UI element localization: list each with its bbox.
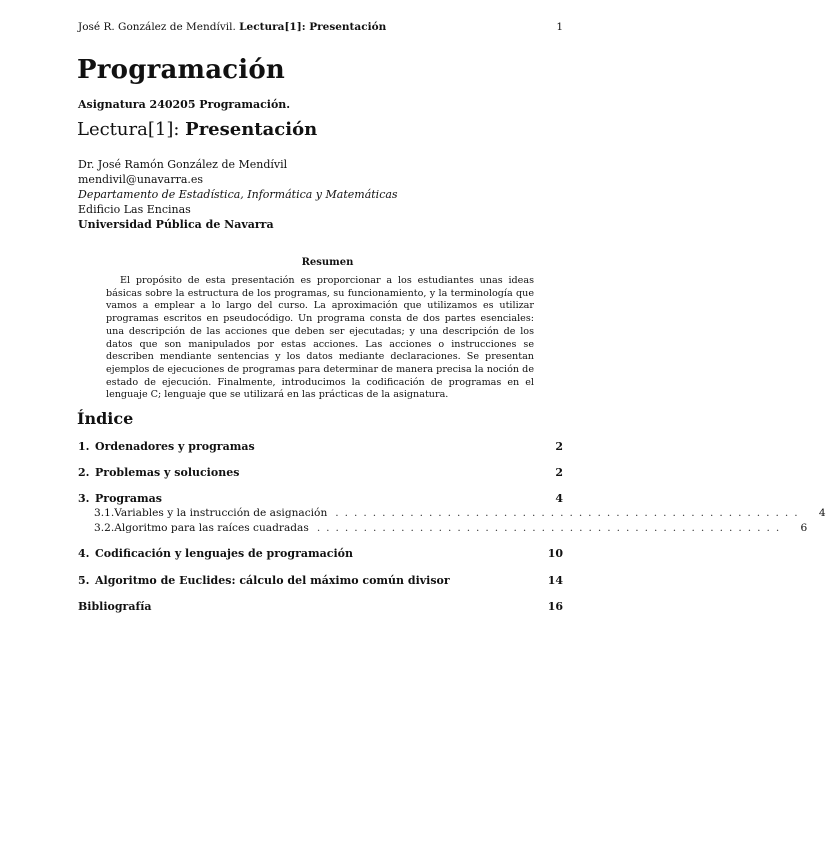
toc-title: Índice xyxy=(77,409,134,428)
header-lecture: Lectura[1]: Presentación xyxy=(239,21,387,33)
abstract-text: El propósito de esta presentación es proporcionar a los estudiantes unas ideas básicas sobre la estructura de los programas, su funcionamiento, y la terminología que vamos a emplear a lo largo del curso. La aproximación que utilizamos es utilizar programas escritos en pseudocódigo. Un programa consta de dos partes esenciales: una descripción de las acciones que deben ser ejecutadas; y una descripción de los datos que son manipulados por estas acciones. Las acciones o instrucciones se describen mendiante sentencias y los datos mediante declaraciones. Se presentan ejemplos de ejecuciones de programas para determinar de manera precisa la noción de estado de ejecución. Finalmente, introducimos la codificación de programas en el lenguaje C; lenguaje que se utilizará en las prácticas de la asignatura. xyxy=(106,275,534,401)
toc-entry-number: 3.1. xyxy=(94,507,115,519)
toc-entry-2[interactable] xyxy=(78,466,563,479)
toc-entry-label: Bibliografía xyxy=(78,600,152,613)
toc-entry-label: Variables y la instrucción de asignación xyxy=(114,507,328,519)
toc-entry-label: Algoritmo para las raíces cuadradas xyxy=(114,522,309,534)
running-header xyxy=(78,21,563,33)
toc-leader-dots: .................................................. xyxy=(316,522,786,534)
toc-entry-number: 4. xyxy=(78,547,90,560)
document-title: Programación xyxy=(77,55,286,85)
toc-entry-page: 2 xyxy=(555,440,563,453)
lecture-prefix: Lectura[1]: xyxy=(77,119,180,140)
toc-entry-page: 14 xyxy=(547,574,563,587)
toc-leader-dots: .................................................. xyxy=(335,507,804,519)
toc-entry-label: Programas xyxy=(95,492,162,505)
toc-entry-label: Algoritmo de Euclides: cálculo del máximo común divisor xyxy=(95,574,450,587)
author-block xyxy=(78,157,398,232)
toc-entry-1[interactable] xyxy=(78,440,563,453)
header-author: José R. González de Mendívil. xyxy=(78,21,236,33)
header-left xyxy=(78,21,386,33)
author-name: Dr. José Ramón González de Mendívil xyxy=(78,158,288,171)
abstract-title: Resumen xyxy=(301,257,354,268)
toc-entry-3-2[interactable] xyxy=(94,522,808,534)
author-email: mendivil@unavarra.es xyxy=(78,173,204,186)
toc-entry-label: Ordenadores y programas xyxy=(95,440,255,453)
toc-entry-page: 16 xyxy=(547,600,563,613)
toc-entry-number: 5. xyxy=(78,574,90,587)
toc-entry-number: 3. xyxy=(78,492,90,505)
toc-entry-5[interactable] xyxy=(78,574,563,587)
toc-entry-page: 10 xyxy=(547,547,563,560)
toc-entry-4[interactable] xyxy=(78,547,563,560)
toc-entry-label: Problemas y soluciones xyxy=(95,466,240,479)
toc-entry-page: 6 xyxy=(800,522,808,534)
toc-entry-page: 4 xyxy=(818,507,826,519)
lecture-heading xyxy=(77,119,317,140)
lecture-name: Presentación xyxy=(185,119,318,140)
toc-entry-3[interactable] xyxy=(78,492,563,505)
toc-entry-bibliography[interactable] xyxy=(78,600,563,613)
toc-entry-page: 4 xyxy=(555,492,563,505)
toc-entry-3-1[interactable] xyxy=(94,507,826,519)
author-university: Universidad Pública de Navarra xyxy=(78,218,274,231)
toc-entry-number: 1. xyxy=(78,440,90,453)
header-page-number: 1 xyxy=(556,21,563,33)
toc-entry-number: 2. xyxy=(78,466,90,479)
toc-entry-label: Codificación y lenguajes de programación xyxy=(95,547,353,560)
author-building: Edificio Las Encinas xyxy=(78,203,191,216)
course-line: Asignatura 240205 Programación. xyxy=(78,98,291,111)
toc-entry-number: 3.2. xyxy=(94,522,115,534)
author-department: Departamento de Estadística, Informática y Matemáticas xyxy=(78,188,398,201)
toc-entry-page: 2 xyxy=(555,466,563,479)
